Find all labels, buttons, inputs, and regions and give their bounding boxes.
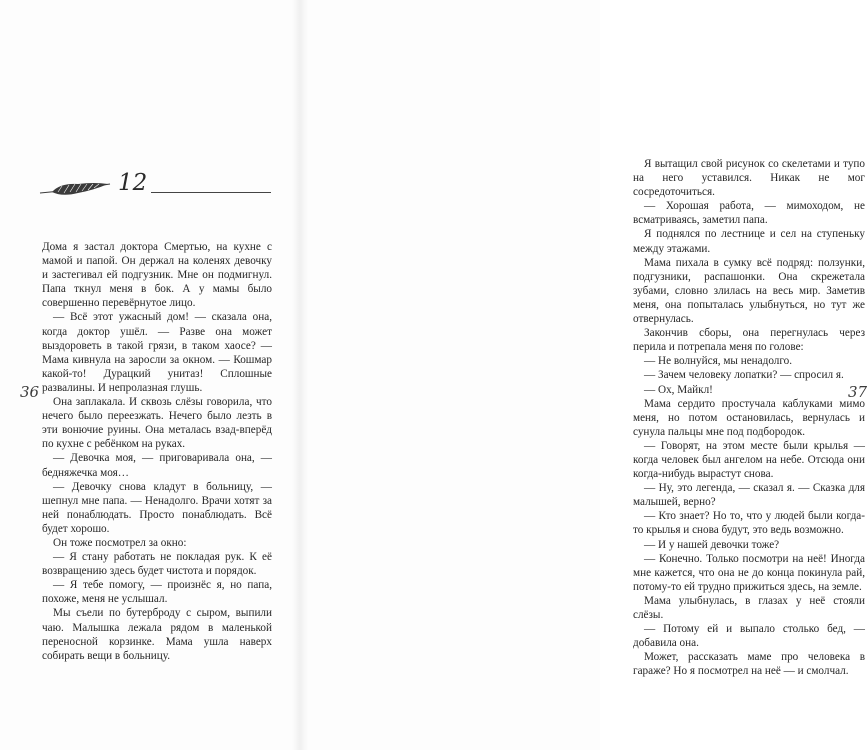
paragraph: — Потому ей и выпало столько бед, — добавила она. (633, 623, 865, 650)
paragraph: Мама улыбнулась, в глазах у неё стояли слёзы. (633, 594, 865, 621)
paragraph: — Не волнуйся, мы ненадолго. (644, 355, 793, 368)
paragraph: — Я тебе помогу, — произнёс я, но папа, похоже, меня не услышал. (42, 579, 272, 606)
paragraph: Мама пихала в сумку всё подряд: ползунки, подгузники, распашонки. Она скрежетала зубами, словно злилась на весь мир. Заметив меня, она попыталась улыбнуться, но тут же отвернулась. (633, 256, 865, 326)
paragraph: — Кто знает? Но то, что у людей были когда-то крылья и снова будут, это ведь возможно. (633, 510, 865, 537)
page-number-right: 37 (848, 383, 867, 401)
paragraph: Я вытащил свой рисунок со скелетами и тупо на него уставился. Никак не мог сосредоточиться. (633, 158, 865, 199)
paragraph: — Ох, Майкл! (644, 383, 713, 396)
left-page (0, 0, 300, 750)
paragraph: — Девочку снова кладут в больницу, — шепнул мне папа. — Ненадолго. Врачи хотят за ней понаблюдать. Просто понаблюдать. Всё будет хорошо. (42, 480, 272, 535)
paragraph: Он тоже посмотрел за окно: (53, 536, 187, 549)
paragraph: — Всё этот ужасный дом! — сказала она, когда доктор ушёл. — Разве она может выздороветь в такой грязи, в таком хаосе? — Мама кивнула на заросли за окном. — Кошмар какой-то! Дурацкий унитаз! Сплошные развалины. И непролазная глушь. (42, 311, 272, 394)
paragraph: — Хорошая работа, — мимоходом, не всматриваясь, заметил папа. (633, 200, 865, 227)
paragraph: — И у нашей девочки тоже? (644, 538, 780, 551)
right-page-text (633, 157, 865, 678)
page-number-left: 36 (20, 383, 40, 401)
paragraph: — Девочка моя, — приговаривала она, — бедняжечка моя… (42, 452, 272, 479)
feather-ornament (38, 178, 112, 200)
paragraph: — Конечно. Только посмотри на неё! Иногда мне кажется, что она не до конца покинула рай, потому-то ей трудно прижиться здесь, на земле. (633, 552, 865, 593)
paragraph: — Я стану работать не покладая рук. К её возвращению здесь будет чистота и порядок. (42, 551, 272, 578)
paragraph: — Зачем человеку лопатки? — спросил я. (644, 369, 844, 382)
chapter-heading (30, 170, 280, 200)
paragraph: — Ну, это легенда, — сказал я. — Сказка для малышей, верно? (633, 482, 865, 509)
right-page (300, 0, 867, 750)
paragraph: Мы съели по бутерброду с сыром, выпили чаю. Малышка лежала рядом в маленькой переносной корзинке. Мама ушла наверх собирать вещи в больницу. (42, 607, 272, 662)
paragraph: Может, рассказать маме про человека в гараже? Но я посмотрел на неё — и смолчал. (633, 651, 865, 678)
paragraph: Закончив сборы, она перегнулась через перила и потрепала меня по голове: (633, 327, 865, 354)
paragraph: Дома я застал доктора Смертью, на кухне с мамой и папой. Он держал на коленях девочку и застегивал ей подгузник. Мне он подмигнул. Папа ткнул меня в бок. А у мамы было совершенно перевёрнутое лицо. (42, 241, 272, 310)
paragraph: Я поднялся по лестнице и сел на ступеньку между этажами. (633, 228, 865, 255)
paragraph: — Говорят, на этом месте были крылья — когда человек был ангелом на небе. Отсюда они когда-нибудь вырастут снова. (633, 439, 865, 481)
left-page-text (42, 240, 272, 663)
chapter-rule (151, 192, 271, 193)
chapter-number: 12 (118, 170, 148, 196)
paragraph: Она заплакала. И сквозь слёзы говорила, что нечего было переезжать. Нечего было лезть в эти вонючие руины. Она металась взад-вперёд по кухне с ребёнком на руках. (42, 396, 272, 451)
paragraph: Мама сердито простучала каблуками мимо меня, но потом остановилась, вернулась и сунула пальцы мне под подбородок. (633, 397, 865, 438)
